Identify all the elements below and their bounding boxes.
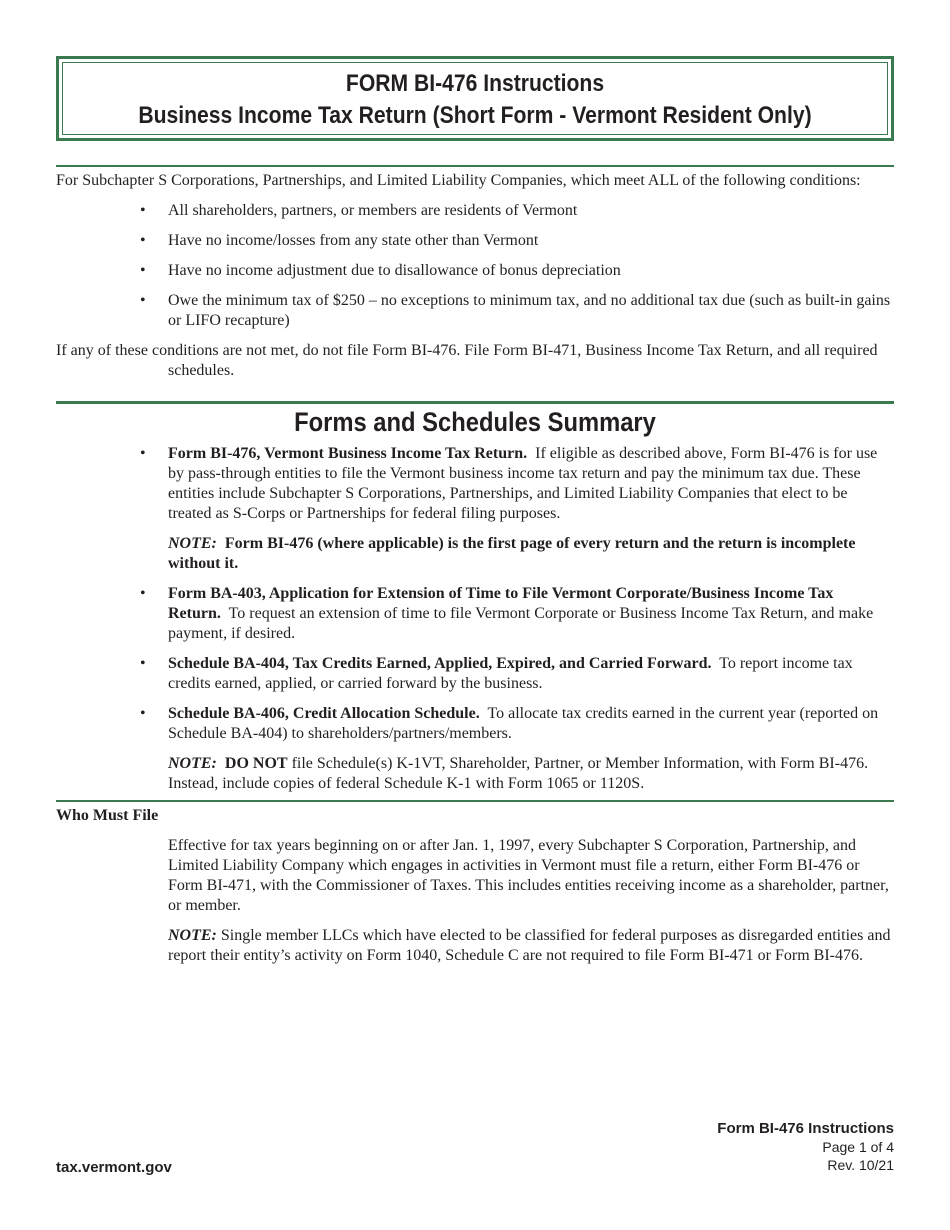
page-number: Page 1 of 4 [822,1139,894,1155]
list-item: • Have no income/losses from any state other than Vermont [140,232,539,249]
note-k1: NOTE: DO NOT file Schedule(s) K-1VT, Shareholder, Partner, or Member Information, with Form BI-476. Instead, include copies of federal Schedule K-1 with Form 1065 or 1120S. [168,755,869,792]
note-first-page: NOTE: Form BI-476 (where applicable) is the first page of every return and the return is incomplete without it. [168,535,856,572]
divider [56,165,894,167]
list-item: • Owe the minimum tax of $250 – no exceptions to minimum tax, and no additional tax due (such as built-in gains or LIFO recapture) [140,292,891,329]
forms-list [56,444,894,524]
section-title-summary: Forms and Schedules Summary [294,407,656,437]
document-page [56,56,894,966]
title-box [56,56,894,141]
revision-date: Rev. 10/21 [827,1157,894,1173]
intro-closing: If any of these conditions are not met, do not file Form BI-476. File Form BI-471, Business Income Tax Return, and all required schedules. [56,342,878,379]
list-item: • Form BI-476, Vermont Business Income Tax Return. If eligible as described above, Form BI-476 is for use by pass-through entities to file the Vermont business income tax return and pay the minimum tax due. These entities include Subchapter S Corporations, Partnerships, and Limited Liability Companies that elect to be treated as S-Corps or Partnerships for federal filing purposes. [140,445,878,522]
section-heading-who-must-file: Who Must File [56,807,159,824]
divider [56,800,894,802]
note-single-member-llc: NOTE: Single member LLCs which have elected to be classified for federal purposes as disregarded entities and report their entity’s activity on Form 1040, Schedule C are not required to file Form BI-471 or Form BI-476. [168,927,891,964]
website-link[interactable]: tax.vermont.gov [56,1159,172,1176]
list-item: • Schedule BA-404, Tax Credits Earned, Applied, Expired, and Carried Forward. To report income tax credits earned, applied, or carried forward by the business. [140,655,853,692]
forms-list-continued [56,584,894,744]
divider [56,401,894,404]
who-must-file-paragraph: Effective for tax years beginning on or after Jan. 1, 1997, every Subchapter S Corporation, Partnership, and Limited Liability Company which engages in activities in Vermont must file a return, either Form BI-476 or Form BI-471, with the Commissioner of Taxes. This includes entities receiving income as a shareholder, partner, or member. [168,837,889,914]
footer-form-title: Form BI-476 Instructions [717,1120,894,1137]
intro-lead: For Subchapter S Corporations, Partnerships, and Limited Liability Companies, which meet ALL of the following conditions: [56,172,861,189]
form-title: FORM BI-476 Instructions [345,70,605,97]
list-item: • Schedule BA-406, Credit Allocation Schedule. To allocate tax credits earned in the current year (reported on Schedule BA-404) to shareholders/partners/members. [140,705,879,742]
list-item: • Form BA-403, Application for Extension of Time to File Vermont Corporate/Business Income Tax Return. To request an extension of time to file Vermont Corporate or Business Income Tax Return, and make payment, if desired. [140,585,874,642]
form-subtitle: Business Income Tax Return (Short Form - Vermont Resident Only) [138,102,812,129]
list-item: • All shareholders, partners, or members are residents of Vermont [140,202,578,219]
conditions-list [56,201,894,331]
list-item: • Have no income adjustment due to disallowance of bonus depreciation [140,262,621,279]
footer-info [717,1120,894,1174]
